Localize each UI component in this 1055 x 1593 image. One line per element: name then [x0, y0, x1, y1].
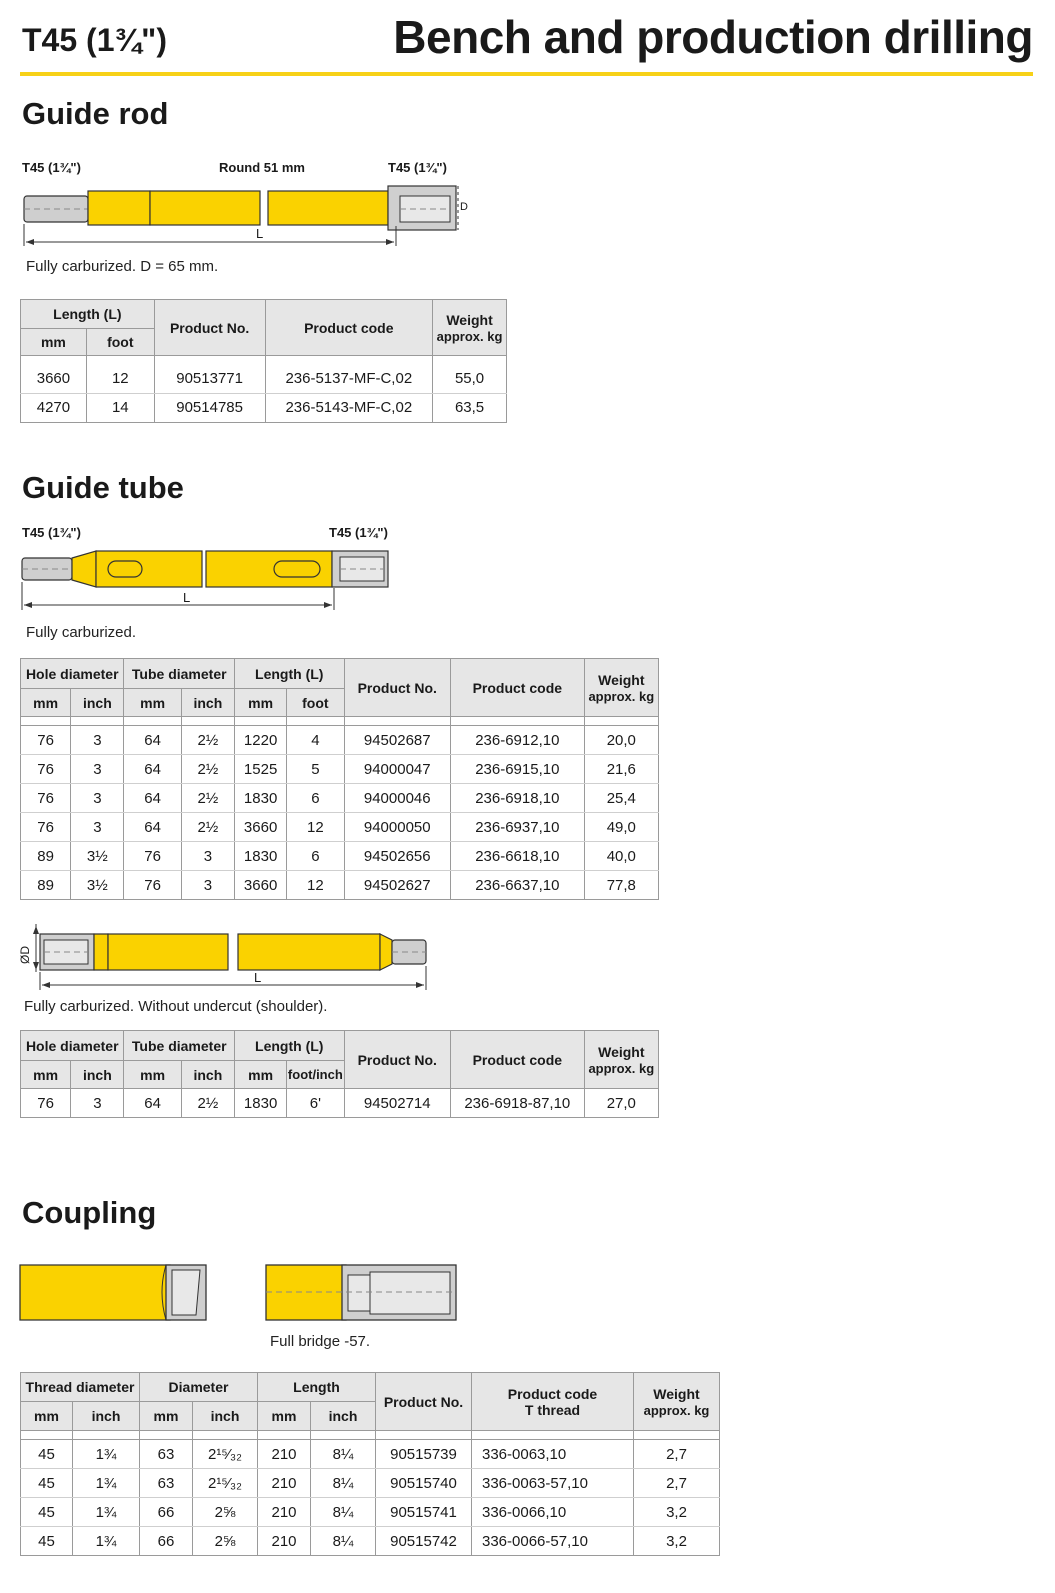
cell-hole-mm: 89: [21, 871, 71, 900]
cell-product-no: 94000046: [344, 784, 451, 813]
col-weight: Weight approx. kg: [433, 300, 507, 356]
cell-dia-mm: 63: [140, 1440, 193, 1469]
col-thread-mm: mm: [21, 1402, 73, 1431]
cell-thread-mm: 45: [21, 1527, 73, 1556]
cell-len-mm: 3660: [235, 871, 287, 900]
col-length: Length (L): [21, 300, 155, 329]
cell-tube-inch: 2½: [181, 784, 234, 813]
col-tube-diameter: Tube diameter: [124, 659, 235, 689]
cell-product-no: 94000050: [344, 813, 451, 842]
table-row: [21, 1527, 720, 1556]
cell-hole-inch: 3: [71, 784, 124, 813]
cell-weight: 21,6: [584, 755, 658, 784]
cell-tube-mm: 64: [124, 755, 181, 784]
cell-weight: 20,0: [584, 726, 658, 755]
cell-hole-inch: 3½: [71, 842, 124, 871]
cell-thread-inch: 1¾: [73, 1469, 140, 1498]
col-tube-mm: mm: [124, 689, 181, 717]
cell-weight: 40,0: [584, 842, 658, 871]
cell-product-no: 94502656: [344, 842, 451, 871]
col-length: Length (L): [235, 659, 345, 689]
cell-hole-inch: 3: [71, 755, 124, 784]
table-row: 4270 14 90514785 236-5143-MF-C,02 63,5: [21, 393, 507, 422]
cell-thread-inch: 1¾: [73, 1527, 140, 1556]
table-row: [21, 1469, 720, 1498]
col-product-no: Product No.: [154, 300, 265, 356]
cell-len-foot: 12: [287, 813, 344, 842]
cell-product-code: 236-6937,10: [451, 813, 585, 842]
cell-weight: 3,2: [634, 1498, 720, 1527]
cell-len-foot: 4: [287, 726, 344, 755]
guide-tube-d-label: ØD: [18, 946, 32, 964]
col-product-no: Product No.: [344, 659, 451, 717]
cell-product-code: 236-6915,10: [451, 755, 585, 784]
cell-product-code: 336-0066-57,10: [472, 1527, 634, 1556]
col-product-code: Product code: [451, 659, 585, 717]
cell-len-mm: 1830: [235, 842, 287, 871]
cell-thread-mm: 45: [21, 1469, 73, 1498]
cell-hole-mm: 76: [21, 726, 71, 755]
col-diameter: Diameter: [140, 1373, 258, 1402]
col-foot: foot: [86, 329, 154, 356]
cell-dia-mm: 63: [140, 1469, 193, 1498]
cell-len-mm: 210: [258, 1469, 311, 1498]
cell-len-mm: 1525: [235, 755, 287, 784]
col-weight: Weight approx. kg: [584, 1031, 658, 1089]
guide-tube-caption-2: Fully carburized. Without undercut (shoulder).: [24, 998, 328, 1015]
cell-product-code: 336-0066,10: [472, 1498, 634, 1527]
cell-len-mm: 1220: [235, 726, 287, 755]
cell-weight: 2,7: [634, 1469, 720, 1498]
cell-dia-mm: 66: [140, 1498, 193, 1527]
cell-hole-inch: 3½: [71, 871, 124, 900]
cell-tube-mm: 64: [124, 813, 181, 842]
cell-dia-inch: 2¹⁵⁄₃₂: [193, 1440, 258, 1469]
cell-len-foot: 6: [287, 842, 344, 871]
cell-weight: 49,0: [584, 813, 658, 842]
cell-thread-inch: 1¾: [73, 1498, 140, 1527]
cell-product-no: 90515741: [376, 1498, 472, 1527]
cell-hole-mm: 76: [21, 784, 71, 813]
cell-tube-inch: 2½: [181, 755, 234, 784]
cell-tube-inch: 2½: [181, 813, 234, 842]
cell-tube-mm: 64: [124, 726, 181, 755]
cell-tube-mm: 76: [124, 842, 181, 871]
col-product-no: Product No.: [376, 1373, 472, 1431]
cell-thread-mm: 45: [21, 1498, 73, 1527]
cell-dia-inch: 2⅝: [193, 1527, 258, 1556]
col-tube-diameter: Tube diameter: [124, 1031, 235, 1061]
table-row: [21, 1440, 720, 1469]
col-weight: Weight approx. kg: [584, 659, 658, 717]
coupling-caption: Full bridge -57.: [270, 1333, 371, 1350]
cell-len-mm: 3660: [235, 813, 287, 842]
guide-rod-right-label: T45 (1¾"): [388, 160, 447, 175]
cell-product-code: 236-6637,10: [451, 871, 585, 900]
cell-product-no: 90515739: [376, 1440, 472, 1469]
spec-label: T45 (1¾"): [22, 22, 167, 58]
guide-rod-mid-label: Round 51 mm: [219, 160, 305, 175]
cell-weight: 2,7: [634, 1440, 720, 1469]
cell-thread-mm: 45: [21, 1440, 73, 1469]
guide-tube-caption: Fully carburized.: [26, 624, 137, 641]
cell-len-inch: 8¼: [311, 1469, 376, 1498]
cell-len-foot: 5: [287, 755, 344, 784]
cell-product-no: 90515740: [376, 1469, 472, 1498]
cell-weight: 3,2: [634, 1527, 720, 1556]
col-product-code: Product code: [265, 300, 433, 356]
guide-tube-right-label: T45 (1¾"): [329, 525, 388, 540]
col-len-mm: mm: [235, 1061, 287, 1089]
cell-len-inch: 8¼: [311, 1440, 376, 1469]
table-row: 3660 12 90513771 236-5137-MF-C,02 55,0: [21, 364, 507, 393]
col-len-inch: inch: [311, 1402, 376, 1431]
col-len-mm: mm: [258, 1402, 311, 1431]
cell-dia-inch: 2¹⁵⁄₃₂: [193, 1469, 258, 1498]
col-thread-diameter: Thread diameter: [21, 1373, 140, 1402]
cell-product-no: 94502627: [344, 871, 451, 900]
cell-tube-inch: 2½: [181, 726, 234, 755]
col-tube-mm: mm: [124, 1061, 181, 1089]
coupling-title: Coupling: [22, 1195, 157, 1230]
cell-tube-inch: 3: [181, 871, 234, 900]
col-product-code: Product code: [451, 1031, 585, 1089]
cell-product-no: 94000047: [344, 755, 451, 784]
cell-len-mm: 1830: [235, 784, 287, 813]
cell-dia-mm: 66: [140, 1527, 193, 1556]
cell-product-code: 336-0063,10: [472, 1440, 634, 1469]
cell-product-code: 236-6912,10: [451, 726, 585, 755]
page-title: Bench and production drilling: [393, 11, 1033, 63]
table-row: [21, 1498, 720, 1527]
col-tube-inch: inch: [181, 1061, 234, 1089]
cell-len-inch: 8¼: [311, 1527, 376, 1556]
col-product-code: Product code T thread: [472, 1373, 634, 1431]
col-hole-mm: mm: [21, 1061, 71, 1089]
guide-rod-caption: Fully carburized. D = 65 mm.: [26, 258, 219, 275]
coupling-table: [20, 1372, 720, 1556]
cell-len-mm: 210: [258, 1498, 311, 1527]
col-len-foot: foot: [287, 689, 344, 717]
cell-hole-mm: 89: [21, 842, 71, 871]
cell-product-code: 236-6618,10: [451, 842, 585, 871]
cell-len-inch: 8¼: [311, 1498, 376, 1527]
col-weight: Weight approx. kg: [634, 1373, 720, 1431]
cell-thread-inch: 1¾: [73, 1440, 140, 1469]
cell-hole-inch: 3: [71, 813, 124, 842]
col-hole-inch: inch: [71, 1061, 124, 1089]
guide-tube-length-label: L: [183, 590, 191, 605]
col-length: Length: [258, 1373, 376, 1402]
cell-hole-inch: 3: [71, 726, 124, 755]
col-thread-inch: inch: [73, 1402, 140, 1431]
cell-product-code: 236-6918,10: [451, 784, 585, 813]
cell-product-no: 94502687: [344, 726, 451, 755]
cell-dia-inch: 2⅝: [193, 1498, 258, 1527]
table-row: 76 3 64 2½ 1830 6' 94502714 236-6918-87,10 27,0: [21, 1089, 659, 1118]
guide-tube-length-label-2: L: [254, 970, 262, 985]
cell-len-foot: 6: [287, 784, 344, 813]
cell-hole-mm: 76: [21, 755, 71, 784]
guide-rod-length-label: L: [256, 226, 264, 241]
cell-tube-inch: 3: [181, 842, 234, 871]
cell-tube-mm: 64: [124, 784, 181, 813]
cell-hole-mm: 76: [21, 813, 71, 842]
guide-rod-left-label: T45 (1¾"): [22, 160, 81, 175]
guide-tube-title: Guide tube: [22, 470, 184, 505]
col-hole-diameter: Hole diameter: [21, 659, 124, 689]
cell-weight: 77,8: [584, 871, 658, 900]
col-length: Length (L): [235, 1031, 345, 1061]
col-dia-inch: inch: [193, 1402, 258, 1431]
col-len-foot-inch: foot/inch: [287, 1061, 344, 1089]
cell-weight: 25,4: [584, 784, 658, 813]
cell-len-foot: 12: [287, 871, 344, 900]
cell-len-mm: 210: [258, 1440, 311, 1469]
col-hole-inch: inch: [71, 689, 124, 717]
cell-product-code: 336-0063-57,10: [472, 1469, 634, 1498]
col-dia-mm: mm: [140, 1402, 193, 1431]
col-len-mm: mm: [235, 689, 287, 717]
guide-rod-d-label: D: [460, 201, 468, 213]
col-product-no: Product No.: [344, 1031, 451, 1089]
col-tube-inch: inch: [181, 689, 234, 717]
col-hole-diameter: Hole diameter: [21, 1031, 124, 1061]
guide-tube-left-label: T45 (1¾"): [22, 525, 81, 540]
col-mm: mm: [21, 329, 87, 356]
cell-tube-mm: 76: [124, 871, 181, 900]
cell-len-mm: 210: [258, 1527, 311, 1556]
guide-rod-title: Guide rod: [22, 96, 169, 131]
col-hole-mm: mm: [21, 689, 71, 717]
cell-product-no: 90515742: [376, 1527, 472, 1556]
